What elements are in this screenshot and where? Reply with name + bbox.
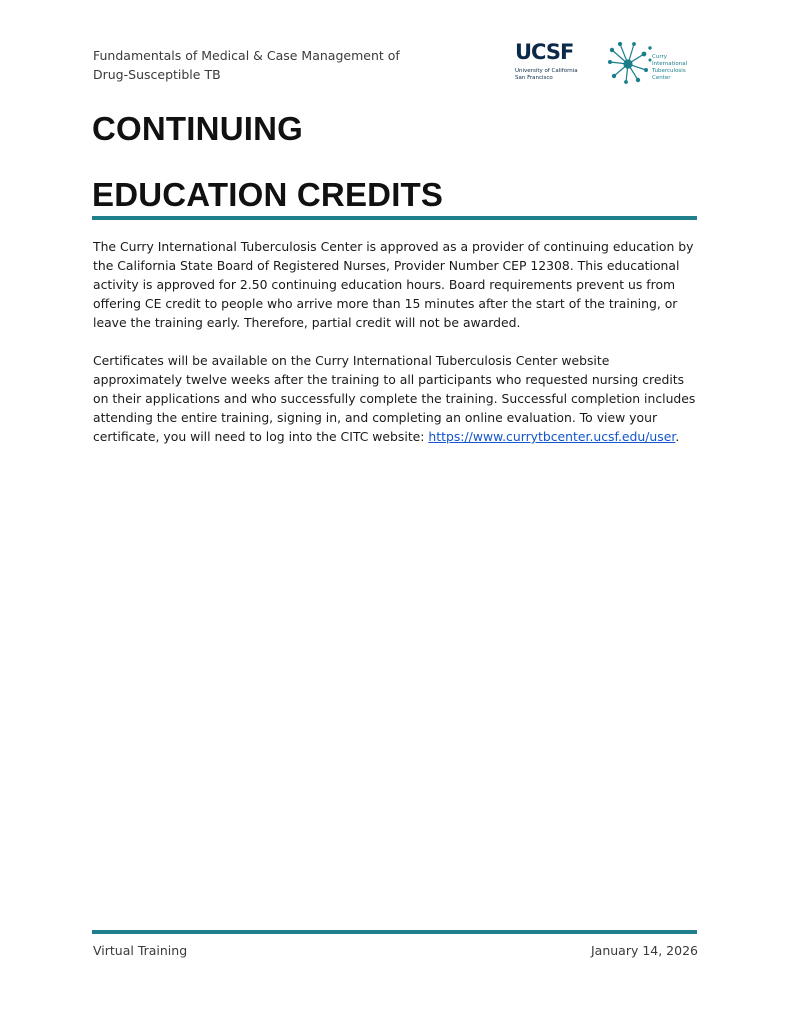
ucsf-logo [515,40,587,86]
citc-burst-icon [606,40,652,86]
citc-logo [606,40,702,88]
citc-user-link[interactable]: https://www.currytbcenter.ucsf.edu/user [428,429,676,444]
page-title-line1: CONTINUING [92,110,303,147]
footer-training-type: Virtual Training [93,943,188,958]
citc-logo-text: Curry International Tuberculosis Center [652,54,688,81]
footer-date: January 14, 2026 [590,943,698,958]
document-header [93,46,453,84]
body-paragraph-ce-approval: The Curry International Tuberculosis Center is approved as a provider of continuing education by the California State Board of Registered Nurses, Provider Number CEP 12308. This educational activity is approved for 2.50 continuing education hours. Board requirements prevent us from offering CE credit to people who arrive more than 15 minutes after the start of the training, or leave the training early. Therefore, partial credit will not be awarded. [93,239,694,330]
certificates-text: Certificates will be available on the Curry International Tuberculosis Center website approximately twelve weeks after the training to all participants who requested nursing credits on their applications and who successfully complete the training. Successful completion includes attending the entire training, signing in, and completing an online evaluation. To view your certificate, you will need to log into the CITC website: [93,353,696,444]
certificates-text-end: . [675,429,680,444]
document-body [93,237,699,465]
title-divider [92,216,697,220]
page-title-line2: EDUCATION CREDITS [92,176,444,213]
body-paragraph-certificates [93,351,699,446]
header-course-title-line2: Drug-Susceptible TB [93,67,221,82]
footer-divider [92,930,697,934]
header-course-title-line1: Fundamentals of Medical & Case Management of [93,48,400,63]
page-title [92,96,443,228]
ucsf-logo-subtitle: University of California San Francisco [515,68,578,81]
ucsf-wordmark: UCSF [515,40,574,64]
